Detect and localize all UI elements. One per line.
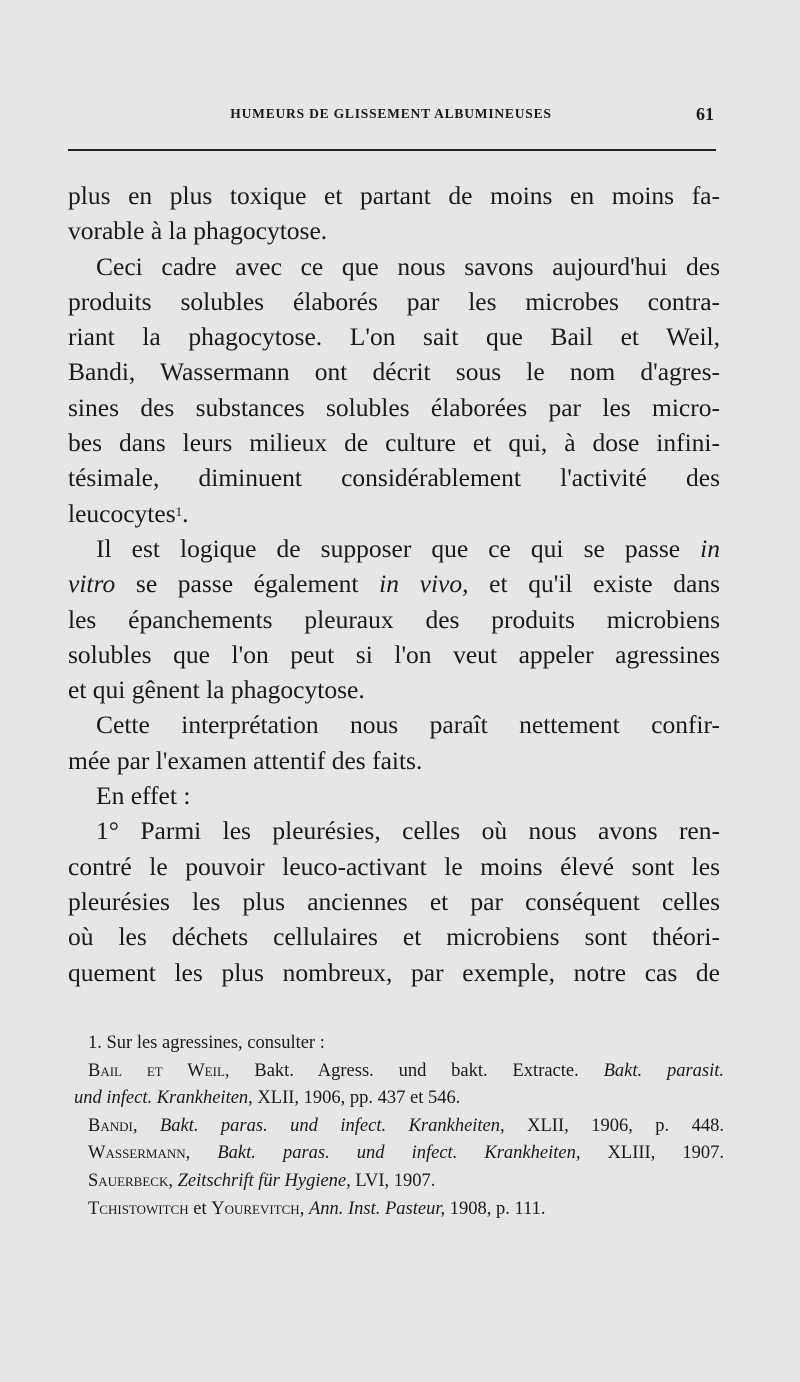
text-line: riant la phagocytose. L'on sait que Bail et Weil,	[68, 322, 720, 352]
ref-join: et	[193, 1198, 207, 1219]
text-fragment-italic: in vivo,	[379, 569, 469, 599]
text-line: contré le pouvoir leuco-activant le moins élevé sont les	[68, 851, 720, 881]
text-line: pleurésies les plus anciennes et par conséquent celles	[68, 886, 720, 916]
text-fragment: leucocytes	[68, 498, 176, 528]
text-line: Ceci cadre avec ce que nous savons aujourd'hui des	[96, 251, 720, 281]
footnote-ref: 1	[175, 503, 183, 519]
text-line: mée par l'examen attentif des faits.	[68, 745, 423, 775]
ref-authors: Tchistowitch	[88, 1198, 189, 1219]
text-line: les épanchements pleuraux des produits microbiens	[68, 604, 720, 634]
text-line: sines des substances solubles élaborées par les micro-	[68, 392, 720, 422]
text-fragment: .	[182, 498, 189, 528]
text-line: En effet :	[96, 781, 191, 811]
text-line: produits solubles élaborés par les microbes contra-	[68, 286, 720, 316]
text-line: Cette interprétation nous paraît nettement confir-	[96, 710, 720, 740]
text-fragment-italic: in	[700, 533, 720, 563]
ref-journal: Bakt. paras. und infect. Krankheiten,	[159, 1115, 505, 1136]
text-line: 1° Parmi les pleurésies, celles où nous avons ren-	[96, 816, 720, 846]
footnote-ref-line	[74, 1085, 724, 1113]
ref-authors: Bail et Weil,	[88, 1060, 230, 1081]
text-line	[68, 531, 720, 566]
running-head	[68, 106, 714, 128]
ref-details: LVI, 1907.	[355, 1170, 436, 1191]
text-line	[68, 566, 720, 601]
footnote-ref-line	[74, 1196, 724, 1224]
text-line: tésimale, diminuent considérablement l'activité des	[68, 463, 720, 493]
ref-details: 1908, p. 111.	[449, 1198, 546, 1219]
footnotes	[74, 1030, 724, 1223]
running-title: HUMEURS DE GLISSEMENT ALBUMINEUSES	[230, 106, 552, 121]
text-fragment-italic: vitro	[68, 569, 116, 599]
ref-title: Bakt. Agress. und bakt. Extracte.	[254, 1060, 579, 1081]
text-line	[68, 496, 720, 531]
text-line: quement les plus nombreux, par exemple, notre cas de	[68, 957, 720, 987]
footnote-ref-line	[74, 1113, 724, 1141]
text-fragment: se passe également	[135, 569, 359, 599]
text-line: plus en plus toxique et partant de moins en moins fa-	[68, 181, 720, 210]
ref-authors: Sauerbeck,	[88, 1170, 173, 1191]
ref-authors: Yourevitch,	[211, 1198, 305, 1219]
ref-authors: Wassermann,	[88, 1143, 191, 1164]
text-line: Bandi, Wassermann ont décrit sous le nom d'agres-	[68, 357, 720, 387]
ref-journal: und infect. Krankheiten,	[74, 1088, 253, 1109]
text-fragment: Il est logique de supposer que ce qui se passe	[96, 533, 681, 563]
footnote-ref-line	[74, 1140, 724, 1168]
text-line: et qui gênent la phagocytose.	[68, 675, 365, 705]
text-line: bes dans leurs milieux de culture et qui, à dose infini-	[68, 428, 720, 458]
footnote-ref-line	[74, 1168, 724, 1196]
text-line: vorable à la phagocytose.	[68, 216, 328, 246]
text-fragment: et qu'il existe dans	[489, 569, 721, 599]
ref-journal: Bakt. parasit.	[603, 1060, 725, 1081]
header-rule	[68, 149, 716, 151]
text-line: solubles que l'on peut si l'on veut appeler agressines	[68, 639, 720, 669]
ref-journal: Bakt. paras. und infect. Krankheiten,	[217, 1143, 581, 1164]
text-line: où les déchets cellulaires et microbiens sont théori-	[68, 922, 720, 952]
ref-details: XLIII, 1907.	[607, 1143, 725, 1164]
footnote-ref-line	[74, 1058, 724, 1086]
ref-journal: Ann. Inst. Pasteur,	[308, 1198, 446, 1219]
page-number: 61	[696, 104, 714, 124]
ref-authors: Bandi,	[88, 1115, 138, 1136]
footnote-intro: 1. Sur les agressines, consulter :	[88, 1033, 325, 1053]
ref-details: XLII, 1906, p. 448.	[527, 1115, 725, 1136]
body-text	[68, 178, 720, 990]
ref-details: XLII, 1906, pp. 437 et 546.	[257, 1088, 461, 1109]
ref-journal: Zeitschrift für Hygiene,	[177, 1170, 351, 1191]
